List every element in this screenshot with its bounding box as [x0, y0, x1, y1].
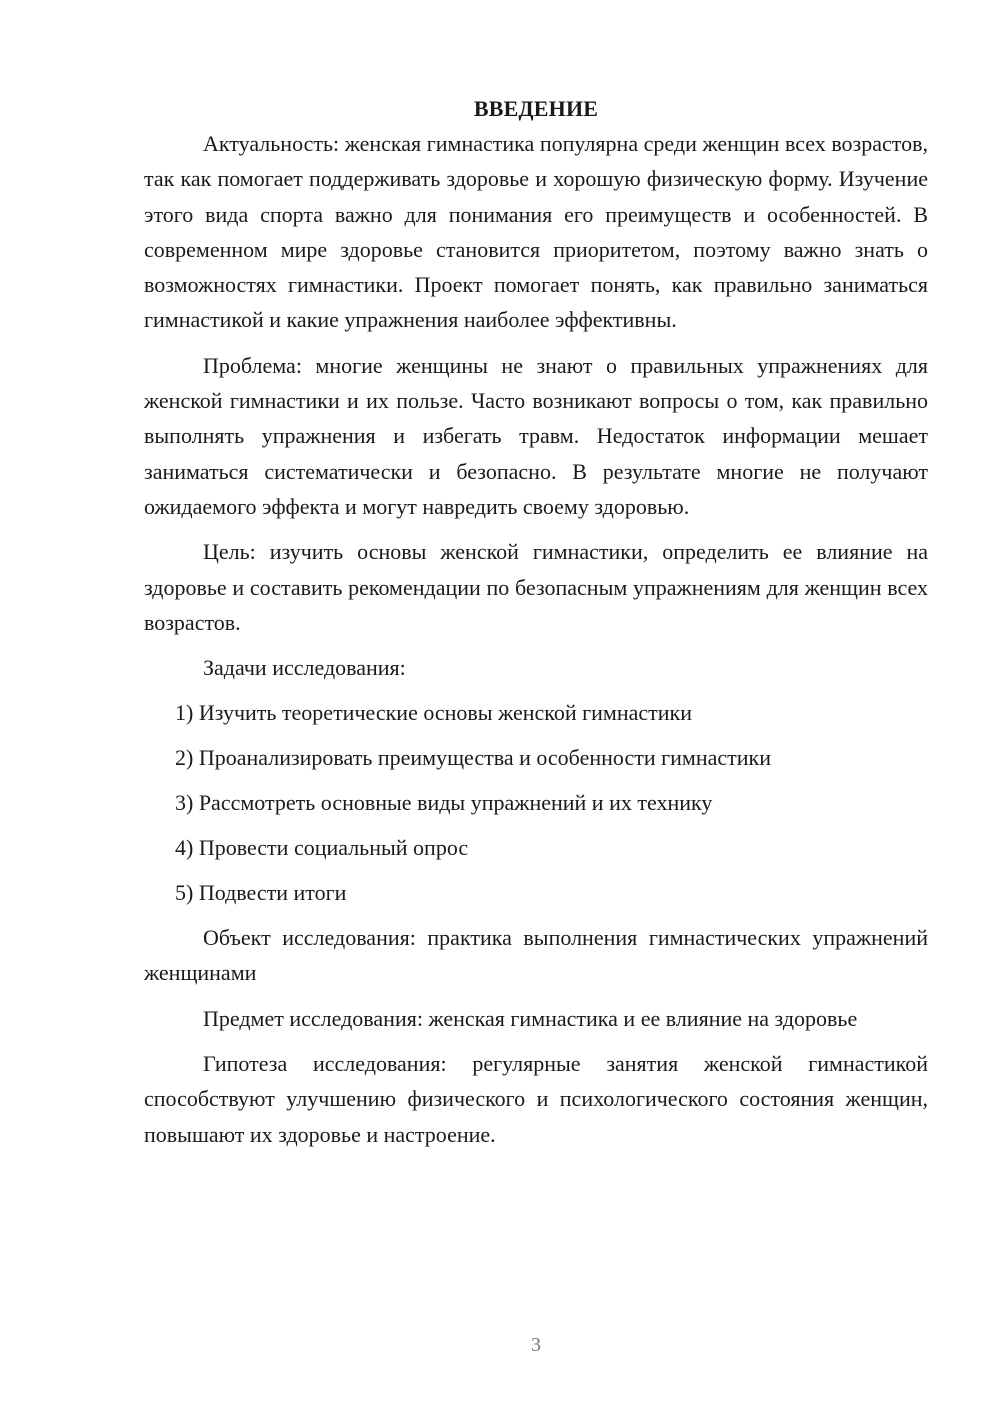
task-item: 5) Подвести итоги — [175, 880, 347, 906]
task-item: 1) Изучить теоретические основы женской гимнастики — [175, 700, 693, 726]
task-item: 2) Проанализировать преимущества и особенности гимнастики — [175, 745, 771, 771]
task-item: 3) Рассмотреть основные виды упражнений и их технику — [175, 790, 713, 816]
paragraph-hypothesis: Гипотеза исследования: регулярные занятия женской гимнастикой способствуют улучшению физического и психологического состояния женщин, повышают их здоровье и настроение. — [144, 1051, 928, 1147]
task-item: 4) Провести социальный опрос — [175, 835, 469, 861]
document-page — [144, 92, 928, 1152]
paragraph-relevance: Актуальность: женская гимнастика популярна среди женщин всех возрастов, так как помогает поддерживать здоровье и хорошую физическую форму. Изучение этого вида спорта важно для понимания его преимуществ и особенностей. В современном мире здоровье становится приоритетом, поэтому важно знать о возможностях гимнастики. Проект помогает понять, как правильно заниматься гимнастикой и какие упражнения наиболее эффективны. — [144, 131, 928, 333]
task-list — [144, 695, 928, 910]
section-title: ВВЕДЕНИЕ — [473, 96, 599, 121]
paragraph-problem: Проблема: многие женщины не знают о правильных упражнениях для женской гимнастики и их пользе. Часто возникают вопросы о том, как правильно выполнять упражнения и избегать травм. Недостаток информации мешает заниматься систематически и безопасно. В результате многие не получают ожидаемого эффекта и могут навредить своему здоровью. — [144, 352, 928, 519]
paragraph-subject: Предмет исследования: женская гимнастика и ее влияние на здоровье — [203, 1005, 858, 1031]
page-number: 3 — [531, 1334, 541, 1356]
paragraph-goal: Цель: изучить основы женской гимнастики, определить ее влияние на здоровье и составить рекомендации по безопасным упражнениям для женщин всех возрастов. — [144, 539, 928, 635]
tasks-heading: Задачи исследования: — [203, 655, 406, 681]
paragraph-object: Объект исследования: практика выполнения гимнастических упражнений женщинами — [144, 925, 928, 986]
